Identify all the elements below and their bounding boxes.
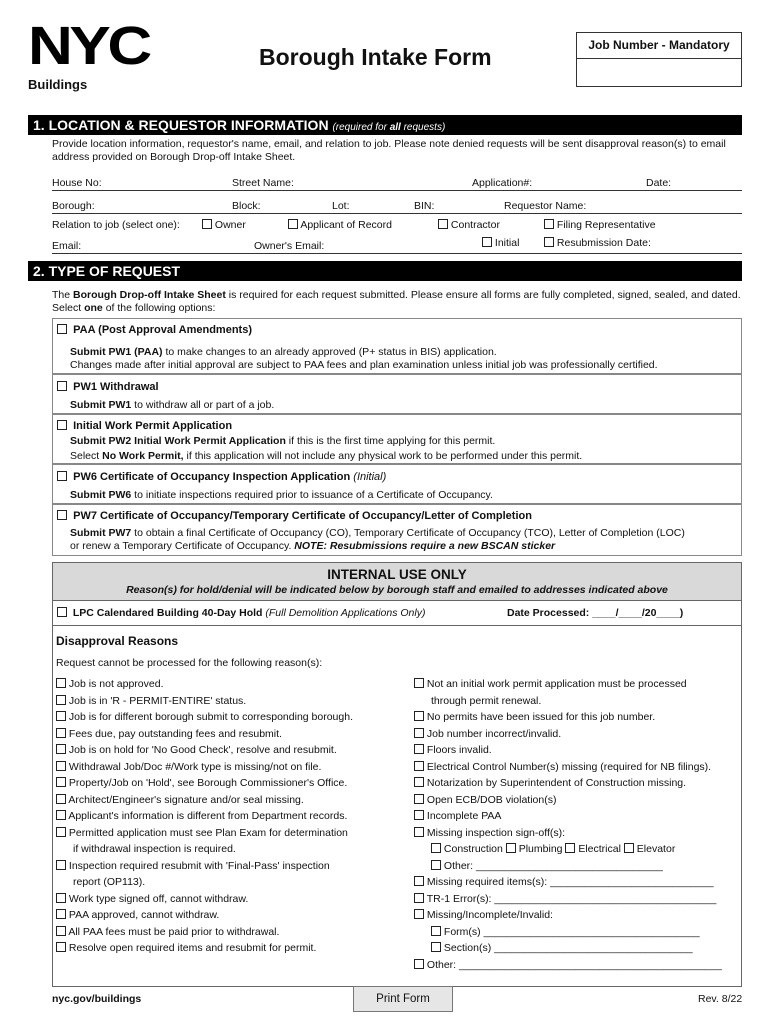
disapproval-intro: Request cannot be processed for the following reason(s): — [56, 657, 323, 669]
lpc-checkbox[interactable] — [57, 607, 67, 617]
reason-item[interactable]: TR-1 Error(s): ______________________________________ — [414, 891, 740, 908]
filing-rep-checkbox[interactable] — [544, 219, 554, 229]
reason-item[interactable]: Missing inspection sign-off(s): — [414, 825, 740, 842]
requestor-name-label: Requestor Name: — [504, 200, 587, 212]
initial-option[interactable]: Initial — [482, 237, 519, 249]
sections-option[interactable]: Section(s) __________________________________ — [414, 940, 740, 957]
lot-label: Lot: — [332, 200, 350, 212]
lpc-option[interactable]: LPC Calendared Building 40-Day Hold (Full Demolition Applications Only) — [57, 607, 425, 619]
pw7-checkbox[interactable] — [57, 510, 67, 520]
paa-title: PAA (Post Approval Amendments) — [73, 324, 252, 336]
pw6-title: PW6 Certificate of Occupancy Inspection Application — [73, 471, 351, 483]
paa-line2: Changes made after initial approval are subject to PAA fees and plan examination unless initial job was professionally certified. — [70, 359, 658, 371]
section2-header — [28, 261, 742, 281]
contractor-checkbox[interactable] — [438, 219, 448, 229]
pw7-title: PW7 Certificate of Occupancy/Temporary Certificate of Occupancy/Letter of Completion — [73, 510, 532, 522]
borough-label: Borough: — [52, 200, 95, 212]
date-label: Date: — [646, 177, 672, 189]
email-label: Email: — [52, 240, 82, 252]
reason-item[interactable]: PAA approved, cannot withdraw. — [56, 907, 401, 924]
pw6-line1: Submit PW6 to initiate inspections required prior to issuance of a Certificate of Occupancy. — [70, 489, 493, 501]
application-no-label: Application#: — [472, 177, 533, 189]
reason-item-cont: through permit renewal. — [431, 694, 542, 707]
disapproval-title: Disapproval Reasons — [56, 634, 179, 648]
job-number-field[interactable] — [577, 59, 741, 87]
reason-item[interactable]: Electrical Control Number(s) missing (required for NB filings). — [414, 759, 740, 776]
footer-site: nyc.gov/buildings — [52, 993, 142, 1005]
house-no-label: House No: — [52, 177, 102, 189]
row-email — [52, 237, 742, 254]
construction-option[interactable]: Construction — [431, 843, 503, 855]
reason-item[interactable]: Applicant's information is different from Department records. — [56, 808, 401, 825]
iwp-checkbox[interactable] — [57, 420, 67, 430]
row-borough — [52, 200, 742, 214]
revision: Rev. 8/22 — [698, 993, 743, 1005]
owner-option[interactable]: Owner — [202, 219, 246, 231]
reason-item[interactable]: Inspection required resubmit with 'Final-Pass' inspection — [56, 858, 401, 875]
option-iwp[interactable] — [52, 414, 742, 464]
electrical-option[interactable]: Electrical — [565, 843, 621, 855]
date-processed: Date Processed: ____/____/20____) — [507, 607, 684, 619]
print-form-button[interactable]: Print Form — [353, 986, 453, 1012]
logo-subtitle: Buildings — [28, 77, 88, 92]
reason-item[interactable]: Permitted application must see Plan Exam for determination — [56, 825, 401, 842]
reason-item-cont: report (OP113). — [73, 876, 146, 888]
pw1-checkbox[interactable] — [57, 381, 67, 391]
internal-subtitle: Reason(s) for hold/denial will be indicated below by borough staff and emailed to addresses indicated above — [126, 584, 668, 596]
right-reasons — [414, 676, 740, 973]
section2-title: 2. TYPE OF REQUEST — [33, 263, 181, 279]
internal-title: INTERNAL USE ONLY — [327, 567, 467, 582]
reason-item[interactable]: Withdrawal Job/Doc #/Work type is missing/not on file. — [56, 759, 401, 776]
iwp-line2: Select No Work Permit, if this application will not include any physical work to be performed under this permit. — [70, 450, 583, 462]
pw7-line1: Submit PW7 to obtain a final Certificate of Occupancy (CO), Temporary Certificate of Occupancy (TCO), Letter of Completion (LOC) — [70, 527, 685, 539]
reason-item-cont: if withdrawal inspection is required. — [73, 843, 236, 855]
paa-line1: Submit PW1 (PAA) to make changes to an already approved (P+ status in BIS) application. — [70, 346, 497, 358]
reason-item[interactable]: Not an initial work permit application must be processed — [414, 676, 740, 693]
nyc-buildings-logo — [28, 16, 153, 94]
inspection-types — [414, 841, 740, 858]
applicant-checkbox[interactable] — [288, 219, 298, 229]
reason-item[interactable]: Notarization by Superintendent of Construction missing. — [414, 775, 740, 792]
resubmission-option[interactable]: Resubmission Date: — [544, 237, 651, 249]
reason-item[interactable]: No permits have been issued for this job number. — [414, 709, 740, 726]
internal-header — [53, 563, 741, 601]
pw1-line1: Submit PW1 to withdraw all or part of a job. — [70, 399, 275, 411]
pw6-checkbox[interactable] — [57, 471, 67, 481]
left-reasons — [56, 676, 401, 957]
reason-item[interactable]: Work type signed off, cannot withdraw. — [56, 891, 401, 908]
section1-header — [28, 115, 742, 135]
forms-option[interactable]: Form(s) _____________________________________ — [414, 924, 740, 941]
reason-item[interactable]: Job is in 'R - PERMIT-ENTIRE' status. — [56, 693, 401, 710]
paa-checkbox[interactable] — [57, 324, 67, 334]
reason-item[interactable]: Property/Job on 'Hold', see Borough Commissioner's Office. — [56, 775, 401, 792]
section1-subtitle: (required for all requests) — [332, 122, 446, 133]
reason-item[interactable]: Missing required items(s): ____________________________ — [414, 874, 740, 891]
row-house — [52, 177, 742, 191]
job-number-label: Job Number - Mandatory — [577, 33, 741, 59]
reason-item[interactable]: All PAA fees must be paid prior to withdrawal. — [56, 924, 401, 941]
initial-checkbox[interactable] — [482, 237, 492, 247]
owners-email-label: Owner's Email: — [254, 240, 325, 252]
owner-checkbox[interactable] — [202, 219, 212, 229]
lpc-row — [53, 601, 741, 626]
plumbing-option[interactable]: Plumbing — [506, 843, 563, 855]
reason-item[interactable]: Incomplete PAA — [414, 808, 740, 825]
pw1-title: PW1 Withdrawal — [73, 381, 159, 393]
reason-item[interactable]: Job number incorrect/invalid. — [414, 726, 740, 743]
reason-item[interactable]: Missing/Incomplete/Invalid: — [414, 907, 740, 924]
reason-item[interactable]: Resolve open required items and resubmit for permit. — [56, 940, 401, 957]
page-title: Borough Intake Form — [259, 44, 492, 70]
pw7-line2: or renew a Temporary Certificate of Occupancy. NOTE: Resubmissions require a new BSCAN sticker — [70, 540, 556, 552]
resubmission-checkbox[interactable] — [544, 237, 554, 247]
section1-title: 1. LOCATION & REQUESTOR INFORMATION — [33, 117, 329, 133]
reason-item[interactable]: Floors invalid. — [414, 742, 740, 759]
row-relation — [52, 219, 742, 233]
reason-item[interactable]: Job is for different borough submit to corresponding borough. — [56, 709, 401, 726]
other-inspection-option[interactable]: Other: ________________________________ — [414, 858, 740, 875]
reason-item[interactable]: Architect/Engineer's signature and/or seal missing. — [56, 792, 401, 809]
filing-rep-option[interactable]: Filing Representative — [544, 219, 656, 231]
block-label: Block: — [232, 200, 261, 212]
iwp-line1: Submit PW2 Initial Work Permit Application if this is the first time applying for this permit. — [70, 435, 496, 447]
option-pw7[interactable] — [52, 504, 742, 556]
reason-item[interactable]: Fees due, pay outstanding fees and resubmit. — [56, 726, 401, 743]
option-pw1[interactable] — [52, 374, 742, 414]
logo-text: NYC — [28, 16, 149, 76]
relation-label: Relation to job (select one): — [52, 219, 180, 231]
iwp-title: Initial Work Permit Application — [73, 420, 233, 432]
section1-instructions: Provide location information, requestor's name, email, and relation to job. Please note denied requests will be sent disapproval reason(s) to email address provided on Borough Drop-off Intake Sheet. — [52, 138, 726, 163]
job-number-box — [576, 32, 742, 87]
option-pw6[interactable]: PW6 Certificate of Occupancy Inspection Application (Initial) Submit PW6 to initiate inspections required prior to issuance of a Certificate of Occupancy. — [52, 464, 742, 504]
contractor-option[interactable]: Contractor — [438, 219, 500, 231]
option-paa[interactable] — [52, 318, 742, 374]
reason-item[interactable]: Job is not approved. — [56, 676, 401, 693]
elevator-option[interactable]: Elevator — [624, 843, 675, 855]
reason-item[interactable]: Job is on hold for 'No Good Check', resolve and resubmit. — [56, 742, 401, 759]
reason-item[interactable]: Open ECB/DOB violation(s) — [414, 792, 740, 809]
bin-label: BIN: — [414, 200, 435, 212]
section2-intro: The Borough Drop-off Intake Sheet is required for each request submitted. Please ensure all forms are fully completed, signed, sealed, and dated. Select one of the following options: — [52, 289, 741, 314]
reason-item[interactable]: Other: _____________________________________________ — [414, 957, 740, 974]
applicant-option[interactable]: Applicant of Record — [288, 219, 392, 231]
street-name-label: Street Name: — [232, 177, 294, 189]
